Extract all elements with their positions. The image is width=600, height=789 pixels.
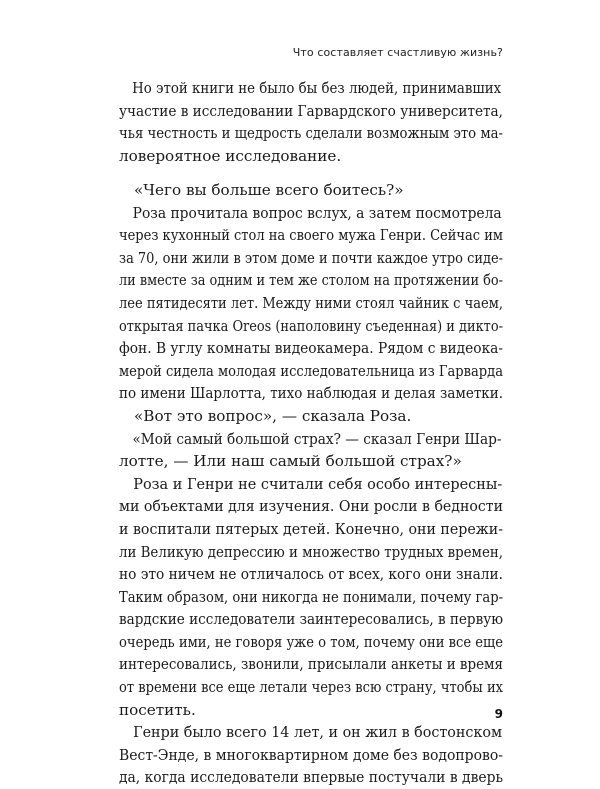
text-line: мерой сидела молодая исследовательница из Гарварда <box>119 361 503 380</box>
text-line: по имени Шарлотта, тихо наблюдая и делая заметки. <box>119 384 503 403</box>
text-line: участие в исследовании Гарвардского университета, <box>119 101 503 120</box>
text-line: чья честность и щедрость сделали возможным это ма- <box>119 124 503 143</box>
text-line: Роза и Генри не считали себя особо интересны- <box>133 474 503 493</box>
text-line: Генри было всего 14 лет, и он жил в бостонском <box>133 723 503 742</box>
text-line: посетить. <box>119 700 196 719</box>
body-text-main <box>119 179 503 789</box>
text-line: ли Великую депрессию и множество трудных времен, <box>119 542 503 561</box>
text-line: «Мой самый большой страх? — сказал Генри Шар- <box>132 429 502 448</box>
text-line: за 70, они жили в этом доме и почти каждое утро сиде- <box>119 248 504 267</box>
paragraph <box>119 473 503 722</box>
text-line: «Чего вы больше всего боитесь?» <box>134 181 404 199</box>
text-line: ли вместе за одним и тем же столом на протяжении бо- <box>119 271 503 290</box>
text-line: открытая пачка Oreos (наполовину съеденная) и дикто- <box>119 316 503 335</box>
text-line: очередь ими, не говоря уже о том, почему они все еще <box>119 632 503 651</box>
text-line: и воспитали пятерых детей. Конечно, они пережи- <box>119 519 504 538</box>
page-number: 9 <box>494 707 503 721</box>
text-line: от времени все еще летали через всю страну, чтобы их <box>119 678 504 697</box>
text-line: лотте, — Или наш самый большой страх?» <box>119 452 462 471</box>
running-head: Что составляет счастливую жизнь? <box>292 46 503 59</box>
text-line: Таким образом, они никогда не понимали, почему гар- <box>119 587 504 606</box>
text-line: Роза прочитала вопрос вслух, а затем посмотрела <box>132 203 502 222</box>
paragraph <box>119 77 503 167</box>
paragraph <box>119 721 503 789</box>
text-line: Но этой книги не было бы без людей, принимавших <box>132 79 502 97</box>
text-line: но это ничем не отличалось от всех, кого они знали. <box>119 565 504 584</box>
text-line: да, когда исследователи впервые постучали в дверь <box>119 768 504 787</box>
text-line: Вест-Энде, в многоквартирном доме без водопрово- <box>119 745 503 764</box>
text-line: вардские исследователи заинтересовались, в первую <box>119 610 503 629</box>
text-line: лее пятидесяти лет. Между ними стоял чайник с чаем, <box>119 293 503 312</box>
text-line: ми объектами для изучения. Они росли в бедности <box>119 497 503 516</box>
text-line: интересовались, звонили, присылали анкеты и время <box>119 655 503 674</box>
text-line: фон. В углу комнаты видеокамера. Рядом с видеока- <box>119 339 504 358</box>
body-text-intro <box>119 77 503 167</box>
paragraph <box>119 428 503 473</box>
paragraph <box>119 202 503 405</box>
paragraph <box>119 405 503 428</box>
text-line: «Вот это вопрос», — сказала Роза. <box>134 406 412 425</box>
text-line: ловероятное исследование. <box>119 146 342 165</box>
paragraph <box>119 179 503 202</box>
text-line: через кухонный стол на своего мужа Генри. Сейчас им <box>119 226 504 245</box>
